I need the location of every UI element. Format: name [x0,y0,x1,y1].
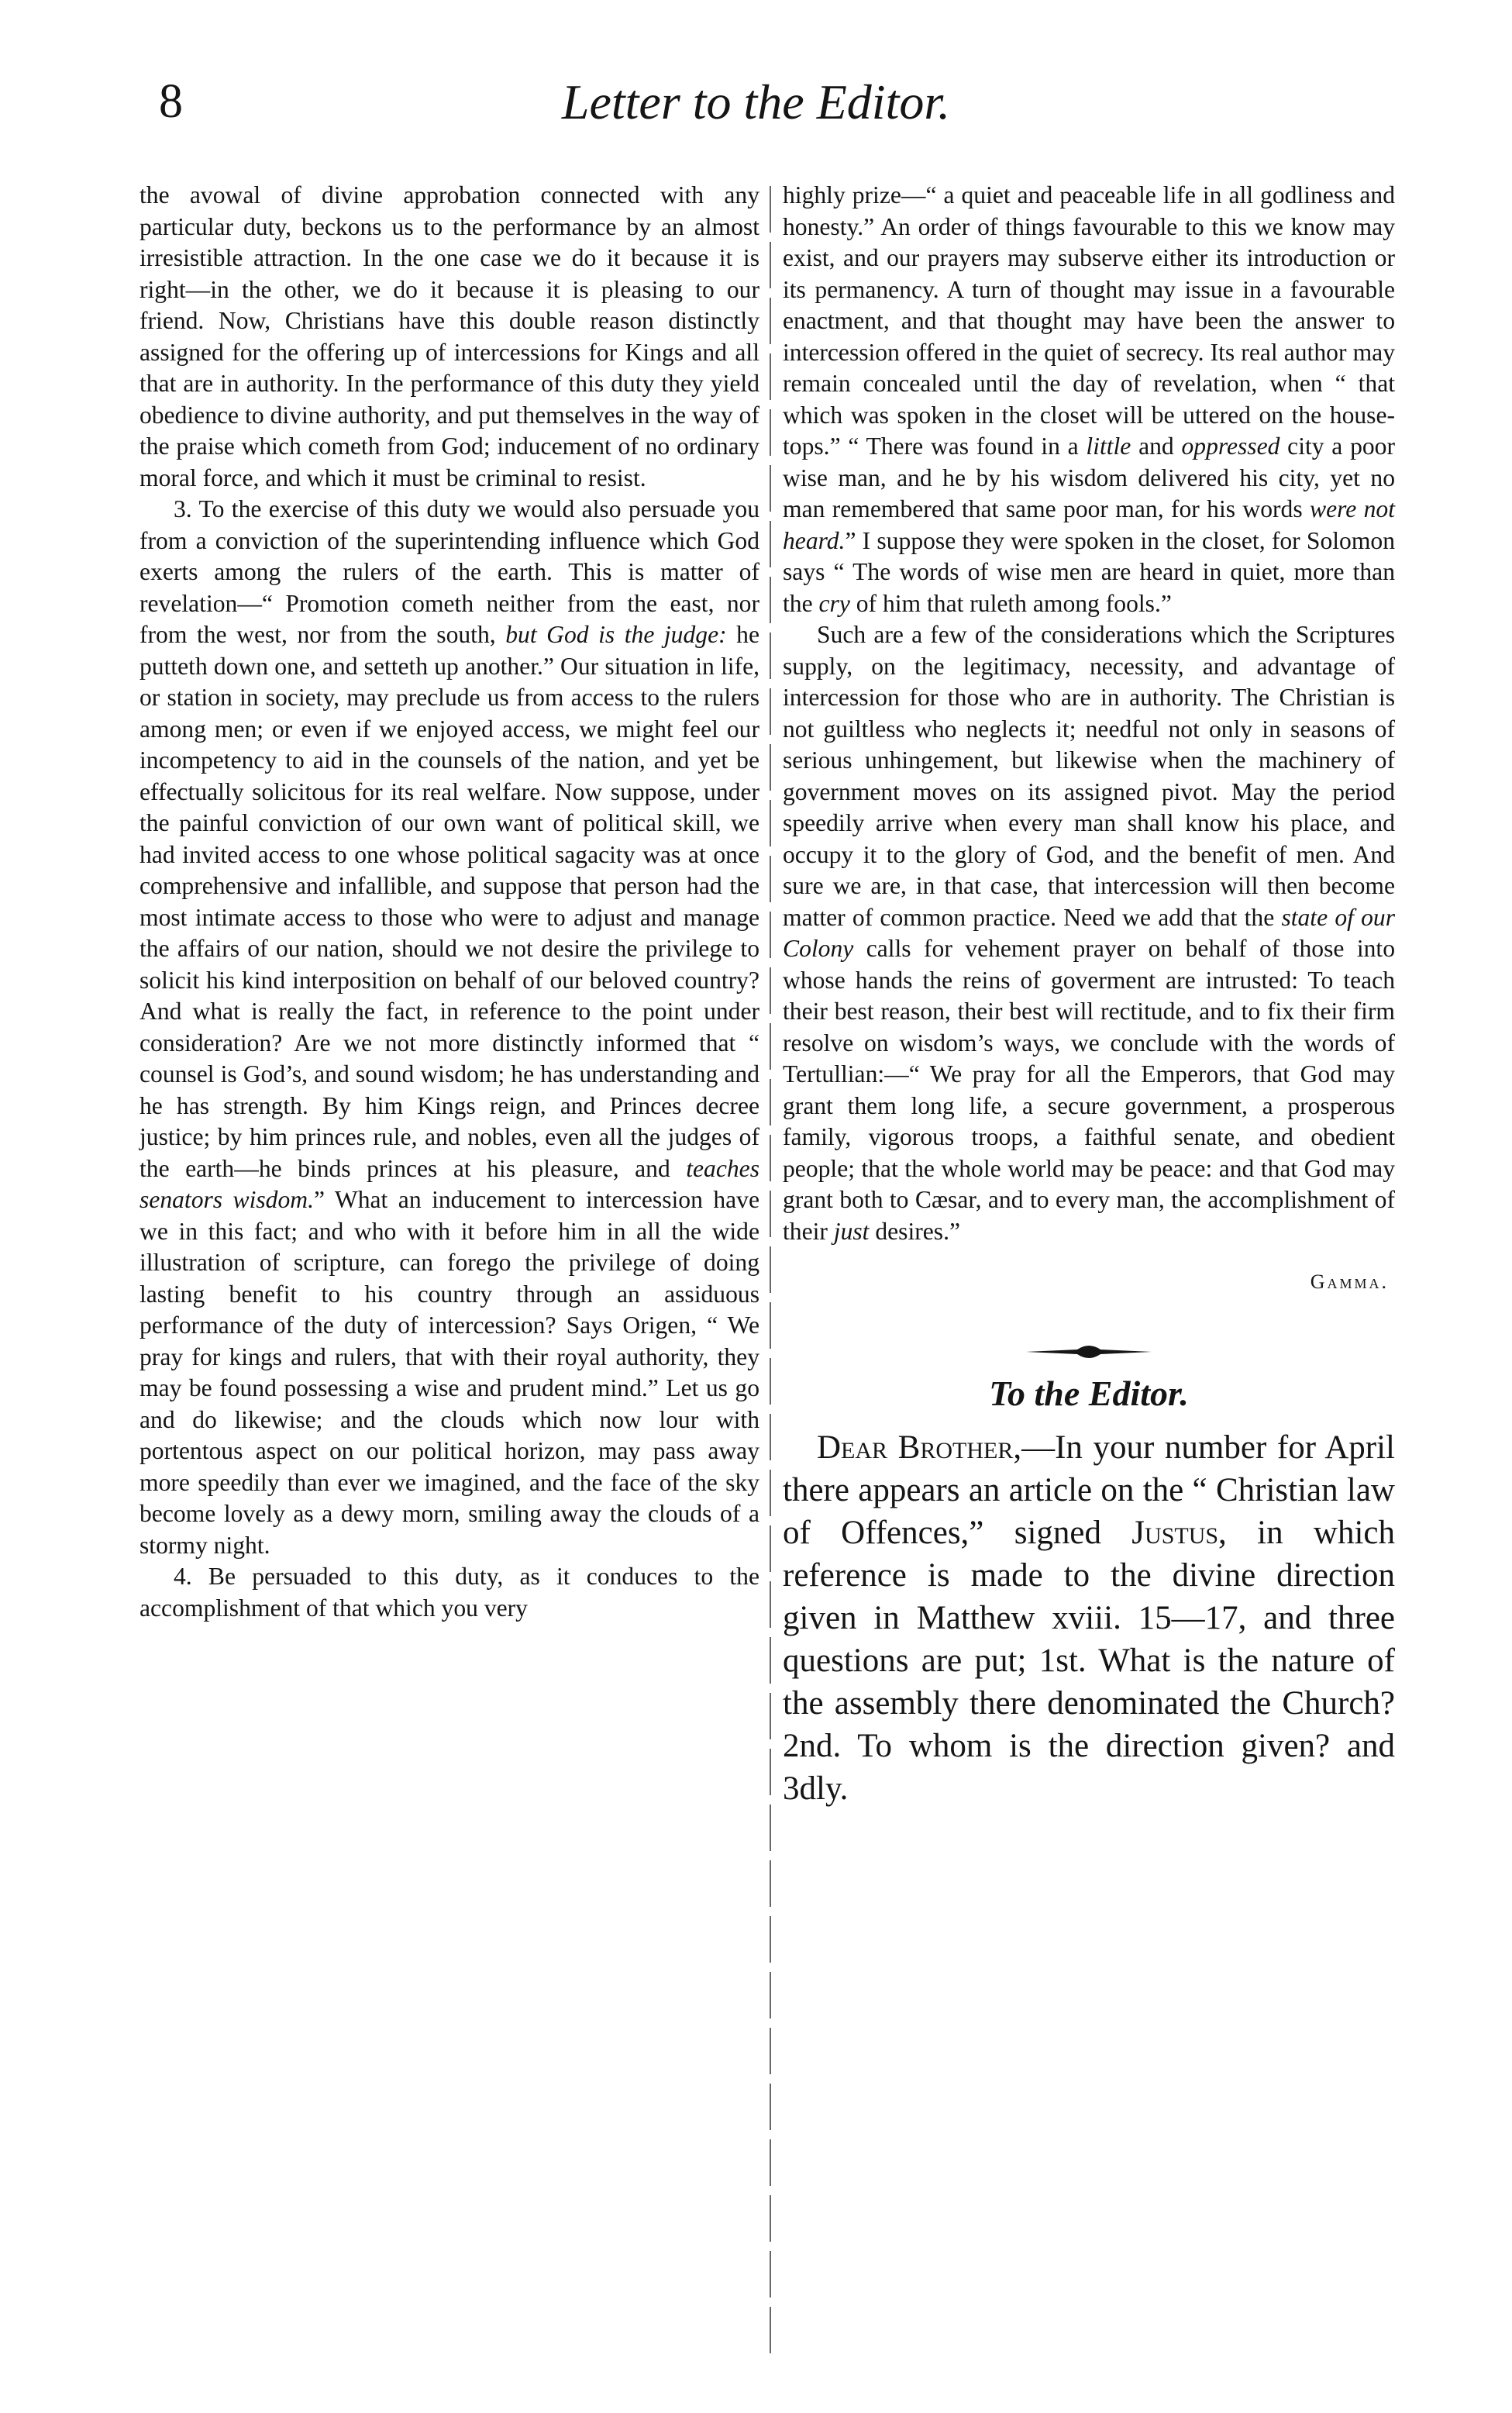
paragraph-text: Such are a few of the considerations which the Scriptures supply, on the legitimacy, necessity, and advantage of intercession for those who are in authority. The Christian is not guiltless who neglects it; needful not only in seasons of serious unhingement, but likewise when the machinery of government moves on its assigned pivot. May the period speedily arrive when every man shall know his place, and occupy it to the glory of God, and the benefit of men. And sure we are, in that case, that intercession will then become matter of common practice. Need we add that the [783,621,1395,931]
letter-paragraph [783,1426,1395,1810]
italic-text: teaches senators wisdom. [139,1154,759,1213]
section-flourish-ornament [1023,1342,1155,1362]
paragraph [783,619,1395,1247]
right-column [783,180,1395,1810]
page-number: 8 [159,75,183,128]
italic-text: just [833,1217,870,1245]
paragraph-text: calls for vehement prayer on behalf of those into whose hands the reins of goverment are intrusted: To teach their best reason, their best will rectitude, and to fix their firm resolve on wisdom’s ways, we conclude with the words of Tertullian:—“ We pray for all the Emperors, that God may grant them long life, a secure government, a prosperous family, vigorous troops, a faithful senate, and obedient people; that the whole world may be peace: and that God may grant both to Cæsar, and to every man, the accomplishment of their [783,935,1395,1245]
salutation: Dear Brother, [817,1429,1022,1466]
paragraph-text: 4. Be persuaded to this duty, as it conduces to the accomplishment of that which you very [139,1563,759,1622]
signed-name: Justus, [1131,1515,1227,1551]
paragraph [783,180,1395,619]
italic-text: oppressed [1181,433,1280,460]
paragraph-text: city a poor wise man, and he by his wisdom delivered his city, yet no man remembered that same poor man, for his words [783,433,1395,522]
paragraph [139,180,759,494]
paragraph-text: he putteth down one, and setteth up another.” Our situation in life, or station in society, may preclude us from access to the rulers among men; or even if we enjoyed access, we might feel our incompetency to aid in the counsels of the nation, and yet be effectually solicitous for its real welfare. Now suppose, under the painful conviction of our own want of political skill, we had invited access to one whose political sagacity was at once comprehensive and infallible, and suppose that person had the most intimate access to those who were to adjust and manage the affairs of our nation, should we not desire the privilege to solicit his kind interposition on behalf of our beloved country? And what is really the fact, in reference to the point under consideration? Are we not more distinctly informed that “ counsel is God’s, and sound wisdom; he has understanding and he has strength. By him Kings reign, and Princes decree justice; by him princes rule, and nobles, even all the judges of the earth—he binds princes at his pleasure, and [139,621,760,1182]
paragraph-text: ” I suppose they were spoken in the closet, for Solomon says “ The words of wise men are heard in quiet, more than the [783,526,1395,617]
paragraph-text: and [1131,433,1182,460]
paragraph-text: highly prize—“ a quiet and peaceable life in all godliness and honesty.” An order of things favourable to this we know may exist, and our prayers may subserve either its introduction or its permanency. A turn of thought may issue in a favourable enactment, and that thought may have been the answer to intercession offered in the quiet of secrecy. Its real author may remain concealed until the day of revelation, when “ that which was spoken in the closet will be uttered on the house-tops.” “ There was found in a [783,181,1395,460]
italic-text: state of our Colony [783,903,1395,962]
left-column [139,180,759,1624]
italic-text: cry [818,589,850,617]
paragraph [139,1561,759,1624]
paragraph-text: of him that ruleth among fools.” [849,589,1172,617]
paragraph-text: desires.” [869,1217,961,1245]
column-divider [770,186,771,2356]
paragraph-text: 3. To the exercise of this duty we would also persuade you from a conviction of the superintending influence which God exerts among the rulers of the earth. This is matter of revelation—“ Promotion cometh neither from the east, nor from the west, nor from the south, [139,495,759,648]
paragraph [139,494,759,1561]
signature: Gamma. [1310,1270,1389,1293]
paragraph-text: in which reference is made to the divine direction given in Matthew xviii. 15—17, and three questions are put; 1st. What is the nature of the assembly there denominated the Church? 2nd. To whom is the direction given? and 3dly. [783,1515,1395,1807]
paragraph-text: ” What an inducement to intercession have we in this fact; and who with it before him in all the wide illustration of scripture, can forego the privilege of doing lasting benefit to his country through an assiduous performance of the duty of intercession? Says Origen, “ We pray for kings and rulers, that with their royal authority, they may be found possessing a wise and prudent mind.” Let us go and do likewise; and the clouds which now lour with portentous aspect on our political horizon, may pass away more speedily than ever we imagined, and the face of the sky become lovely as a dewy morn, smiling away the clouds of a stormy night. [139,1186,759,1559]
paragraph-text: the avowal of divine approbation connected with any particular duty, beckons us to the performance by an almost irresistible attraction. In the one case we do it because it is right—in the other, we do it because it is pleasing to our friend. Now, Christians have this double reason distinctly assigned for the offering up of intercessions for Kings and all that are in authority. In the performance of this duty they yield obedience to divine authority, and put themselves in the way of the praise which cometh from God; inducement of no ordinary moral force, and which it must be criminal to resist. [139,181,759,491]
italic-text: little [1086,433,1131,460]
section-title: To the Editor. [989,1374,1189,1413]
italic-text: but God is the judge: [505,621,727,648]
paragraph-text: —In your number for April there appears an article on the “ Christian law of Offences,” signed [783,1429,1396,1551]
running-title: Letter to the Editor. [561,74,951,129]
italic-text: were not heard. [783,495,1395,554]
